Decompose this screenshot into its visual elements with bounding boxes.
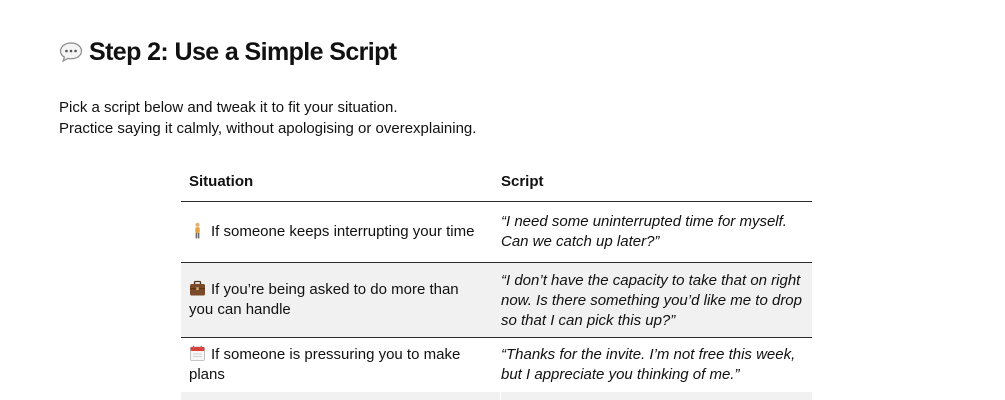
section-heading xyxy=(59,34,397,70)
situation-cell xyxy=(181,338,493,392)
script-cell: “Thanks for the invite. I’m not free this week, but I appreciate you thinking of me.” xyxy=(501,346,796,383)
situation-text: If someone is pressuring you to make plans xyxy=(189,346,461,383)
table-row xyxy=(181,202,812,263)
script-table xyxy=(181,162,812,393)
header-script: Script xyxy=(501,172,544,190)
table-row-partial xyxy=(181,392,812,400)
script-cell: “I need some uninterrupted time for myself. Can we catch up later?” xyxy=(501,213,787,250)
page-title: Step 2: Use a Simple Script xyxy=(89,37,397,66)
person-standing-icon xyxy=(189,222,206,239)
intro-text xyxy=(59,97,476,139)
calendar-icon xyxy=(189,345,206,362)
situation-cell xyxy=(181,202,493,262)
intro-line-2: Practice saying it calmly, without apologising or overexplaining. xyxy=(59,120,477,137)
speech-bubble-icon xyxy=(59,41,83,63)
briefcase-icon xyxy=(189,280,206,297)
column-divider xyxy=(500,392,501,400)
situation-cell xyxy=(181,263,493,337)
header-situation: Situation xyxy=(189,172,254,190)
situation-text: If you’re being asked to do more than you can handle xyxy=(189,281,459,318)
table-header-row xyxy=(181,162,812,202)
table-row xyxy=(181,338,812,393)
intro-line-1: Pick a script below and tweak it to fit your situation. xyxy=(59,99,398,116)
script-cell: “I don’t have the capacity to take that on right now. Is there something you’d like me to drop so that I can pick this up?” xyxy=(501,272,802,329)
table-row xyxy=(181,263,812,338)
situation-text: If someone keeps interrupting your time xyxy=(211,223,475,240)
